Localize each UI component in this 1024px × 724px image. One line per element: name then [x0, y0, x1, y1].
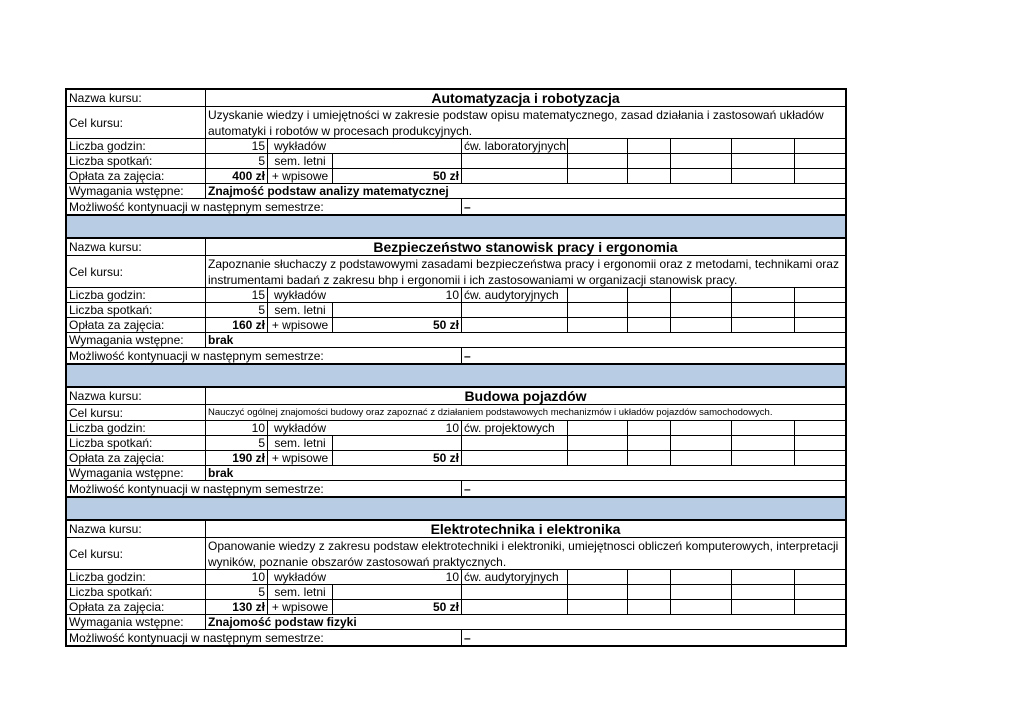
empty-cell	[461, 303, 567, 317]
class-type: ćw. audytoryjnych	[461, 570, 567, 584]
meetings-row	[67, 436, 845, 451]
fee-amount: 400 zł	[205, 169, 267, 183]
fee-row	[67, 600, 845, 615]
course-name-row	[67, 90, 845, 107]
course-block	[67, 388, 845, 496]
requirements-label: Wymagania wstępne:	[69, 184, 184, 198]
course-goal-row	[67, 256, 845, 288]
lecture-hours: 10	[205, 421, 267, 435]
requirements-label: Wymagania wstępne:	[69, 466, 184, 480]
empty-cell	[567, 585, 627, 599]
empty-cell	[670, 169, 731, 183]
section-separator	[67, 214, 845, 239]
name-label: Nazwa kursu:	[69, 91, 142, 105]
empty-cell	[332, 585, 461, 599]
empty-cell	[731, 436, 794, 450]
requirements-value: Znajomość podstaw fizyki	[205, 615, 845, 629]
empty-cell	[627, 421, 670, 435]
course-goal-row	[67, 107, 845, 139]
empty-cell	[731, 570, 794, 584]
empty-cell	[670, 436, 731, 450]
empty-cell	[627, 303, 670, 317]
lecture-hours: 15	[205, 139, 267, 153]
section-separator	[67, 363, 845, 388]
course-goal-row	[67, 538, 845, 570]
empty-cell	[670, 303, 731, 317]
continuation-label: Możliwość kontynuacji w następnym semestrze:	[69, 348, 324, 363]
course-title: Elektrotechnika i elektronika	[205, 521, 845, 537]
empty-cell	[567, 154, 627, 168]
empty-cell	[567, 451, 627, 465]
continuation-value: –	[461, 199, 845, 214]
class-hours: 10	[445, 421, 459, 435]
empty-cell	[794, 154, 845, 168]
entry-fee-amount: 50 zł	[332, 600, 461, 614]
empty-cell	[794, 288, 845, 302]
name-label: Nazwa kursu:	[69, 522, 142, 536]
class-hours	[332, 139, 461, 153]
continuation-row	[67, 199, 845, 214]
fee-amount: 190 zł	[205, 451, 267, 465]
course-goal: Uzyskanie wiedzy i umiejętności w zakresie podstaw opisu matematycznego, zasad działania i zastosowań układów automatyki i robotów w procesach produkcyjnych.	[205, 107, 845, 138]
empty-cell	[794, 600, 845, 614]
meetings-count: 5	[205, 436, 267, 450]
hours-label: Liczba godzin:	[69, 139, 146, 153]
empty-cell	[670, 451, 731, 465]
continuation-value: –	[461, 630, 845, 645]
empty-cell	[731, 585, 794, 599]
empty-cell	[731, 288, 794, 302]
course-name-row	[67, 239, 845, 256]
semester-label: sem. letni	[267, 303, 332, 317]
course-name-row	[67, 388, 845, 405]
continuation-value: –	[461, 348, 845, 363]
meetings-label: Liczba spotkań:	[69, 154, 153, 168]
semester-label: sem. letni	[267, 154, 332, 168]
requirements-row	[67, 615, 845, 630]
empty-cell	[567, 318, 627, 332]
meetings-count: 5	[205, 303, 267, 317]
course-table	[65, 88, 847, 647]
entry-fee-label: + wpisowe	[267, 451, 332, 465]
empty-cell	[627, 436, 670, 450]
fee-label: Opłata za zajęcia:	[69, 169, 165, 183]
empty-cell	[794, 318, 845, 332]
meetings-row	[67, 303, 845, 318]
empty-cell	[461, 436, 567, 450]
empty-cell	[627, 451, 670, 465]
empty-cell	[461, 169, 567, 183]
course-block	[67, 521, 845, 645]
empty-cell	[670, 421, 731, 435]
empty-cell	[794, 303, 845, 317]
empty-cell	[627, 139, 670, 153]
course-block	[67, 239, 845, 363]
empty-cell	[567, 139, 627, 153]
requirements-row	[67, 466, 845, 481]
continuation-row	[67, 481, 845, 496]
empty-cell	[670, 154, 731, 168]
hours-row	[67, 421, 845, 436]
course-goal: Zapoznanie słuchaczy z podstawowymi zasadami bezpieczeństwa pracy i ergonomii oraz z metodami, technikami oraz instrumentami badań z zakresu bhp i ergonomii i ich zastosowaniami w organizacji stanowisk pracy.	[205, 256, 845, 287]
lectures-label: wykładów	[267, 139, 332, 153]
entry-fee-label: + wpisowe	[267, 600, 332, 614]
empty-cell	[461, 318, 567, 332]
course-block	[67, 90, 845, 214]
empty-cell	[332, 436, 461, 450]
continuation-label: Możliwość kontynuacji w następnym semestrze:	[69, 481, 324, 496]
empty-cell	[567, 421, 627, 435]
class-hours: 10	[445, 570, 459, 584]
hours-row	[67, 570, 845, 585]
lectures-label: wykładów	[267, 421, 332, 435]
lectures-label: wykładów	[267, 288, 332, 302]
empty-cell	[567, 436, 627, 450]
goal-label: Cel kursu:	[69, 264, 124, 279]
empty-cell	[794, 139, 845, 153]
empty-cell	[567, 169, 627, 183]
empty-cell	[794, 421, 845, 435]
empty-cell	[731, 169, 794, 183]
hours-row	[67, 288, 845, 303]
meetings-label: Liczba spotkań:	[69, 585, 153, 599]
meetings-count: 5	[205, 585, 267, 599]
requirements-label: Wymagania wstępne:	[69, 333, 184, 347]
class-hours: 10	[445, 288, 459, 302]
empty-cell	[567, 570, 627, 584]
empty-cell	[670, 585, 731, 599]
empty-cell	[567, 303, 627, 317]
continuation-label: Możliwość kontynuacji w następnym semestrze:	[69, 199, 324, 214]
fee-row	[67, 318, 845, 333]
course-name-row	[67, 521, 845, 538]
requirements-value: Znajmość podstaw analizy matematycznej	[205, 184, 845, 198]
requirements-value: brak	[205, 466, 845, 480]
meetings-row	[67, 585, 845, 600]
empty-cell	[794, 570, 845, 584]
empty-cell	[670, 288, 731, 302]
fee-row	[67, 169, 845, 184]
empty-cell	[627, 288, 670, 302]
empty-cell	[627, 169, 670, 183]
empty-cell	[670, 139, 731, 153]
entry-fee-label: + wpisowe	[267, 318, 332, 332]
name-label: Nazwa kursu:	[69, 240, 142, 254]
continuation-row	[67, 348, 845, 363]
course-title: Bezpieczeństwo stanowisk pracy i ergonomia	[205, 239, 845, 255]
continuation-value: –	[461, 481, 845, 496]
empty-cell	[627, 570, 670, 584]
continuation-label: Możliwość kontynuacji w następnym semestrze:	[69, 630, 324, 645]
empty-cell	[794, 451, 845, 465]
empty-cell	[731, 421, 794, 435]
empty-cell	[670, 570, 731, 584]
meetings-label: Liczba spotkań:	[69, 303, 153, 317]
fee-label: Opłata za zajęcia:	[69, 451, 165, 465]
empty-cell	[670, 318, 731, 332]
empty-cell	[794, 169, 845, 183]
empty-cell	[731, 600, 794, 614]
requirements-row	[67, 184, 845, 199]
lecture-hours: 15	[205, 288, 267, 302]
course-goal-row	[67, 405, 845, 421]
empty-cell	[461, 451, 567, 465]
lecture-hours: 10	[205, 570, 267, 584]
class-type: ćw. audytoryjnych	[461, 288, 567, 302]
name-label: Nazwa kursu:	[69, 389, 142, 403]
hours-row	[67, 139, 845, 154]
course-goal: Opanowanie wiedzy z zakresu podstaw elektrotechniki i elektroniki, umiejętnosci obliczeń komputerowych, interpretacji wyników, poznanie obszarów zastosowań praktycznych.	[205, 538, 845, 569]
empty-cell	[332, 303, 461, 317]
empty-cell	[627, 318, 670, 332]
fee-amount: 160 zł	[205, 318, 267, 332]
empty-cell	[461, 585, 567, 599]
empty-cell	[567, 600, 627, 614]
empty-cell	[461, 600, 567, 614]
course-title: Automatyzacja i robotyzacja	[205, 90, 845, 106]
continuation-row	[67, 630, 845, 645]
entry-fee-amount: 50 zł	[332, 318, 461, 332]
empty-cell	[731, 451, 794, 465]
empty-cell	[731, 139, 794, 153]
empty-cell	[670, 600, 731, 614]
empty-cell	[794, 585, 845, 599]
semester-label: sem. letni	[267, 436, 332, 450]
requirements-row	[67, 333, 845, 348]
fee-row	[67, 451, 845, 466]
requirements-value: brak	[205, 333, 845, 347]
course-title: Budowa pojazdów	[205, 388, 845, 404]
fee-amount: 130 zł	[205, 600, 267, 614]
empty-cell	[627, 585, 670, 599]
meetings-row	[67, 154, 845, 169]
hours-label: Liczba godzin:	[69, 288, 146, 302]
goal-label: Cel kursu:	[69, 115, 124, 130]
goal-label: Cel kursu:	[69, 405, 124, 420]
lectures-label: wykładów	[267, 570, 332, 584]
empty-cell	[627, 154, 670, 168]
class-type: ćw. laboratoryjnych	[461, 139, 567, 153]
fee-label: Opłata za zajęcia:	[69, 600, 165, 614]
course-goal: Nauczyć ogólnej znajomości budowy oraz zapoznać z działaniem podstawowych mechanizmów i układów pojazdów samochodowych.	[205, 405, 845, 420]
empty-cell	[794, 436, 845, 450]
requirements-label: Wymagania wstępne:	[69, 615, 184, 629]
fee-label: Opłata za zajęcia:	[69, 318, 165, 332]
empty-cell	[731, 154, 794, 168]
entry-fee-amount: 50 zł	[332, 169, 461, 183]
hours-label: Liczba godzin:	[69, 421, 146, 435]
empty-cell	[627, 600, 670, 614]
entry-fee-label: + wpisowe	[267, 169, 332, 183]
goal-label: Cel kursu:	[69, 546, 124, 561]
empty-cell	[731, 318, 794, 332]
meetings-count: 5	[205, 154, 267, 168]
section-separator	[67, 496, 845, 521]
semester-label: sem. letni	[267, 585, 332, 599]
empty-cell	[731, 303, 794, 317]
empty-cell	[332, 154, 461, 168]
class-type: ćw. projektowych	[461, 421, 567, 435]
empty-cell	[567, 288, 627, 302]
empty-cell	[461, 154, 567, 168]
entry-fee-amount: 50 zł	[332, 451, 461, 465]
hours-label: Liczba godzin:	[69, 570, 146, 584]
meetings-label: Liczba spotkań:	[69, 436, 153, 450]
